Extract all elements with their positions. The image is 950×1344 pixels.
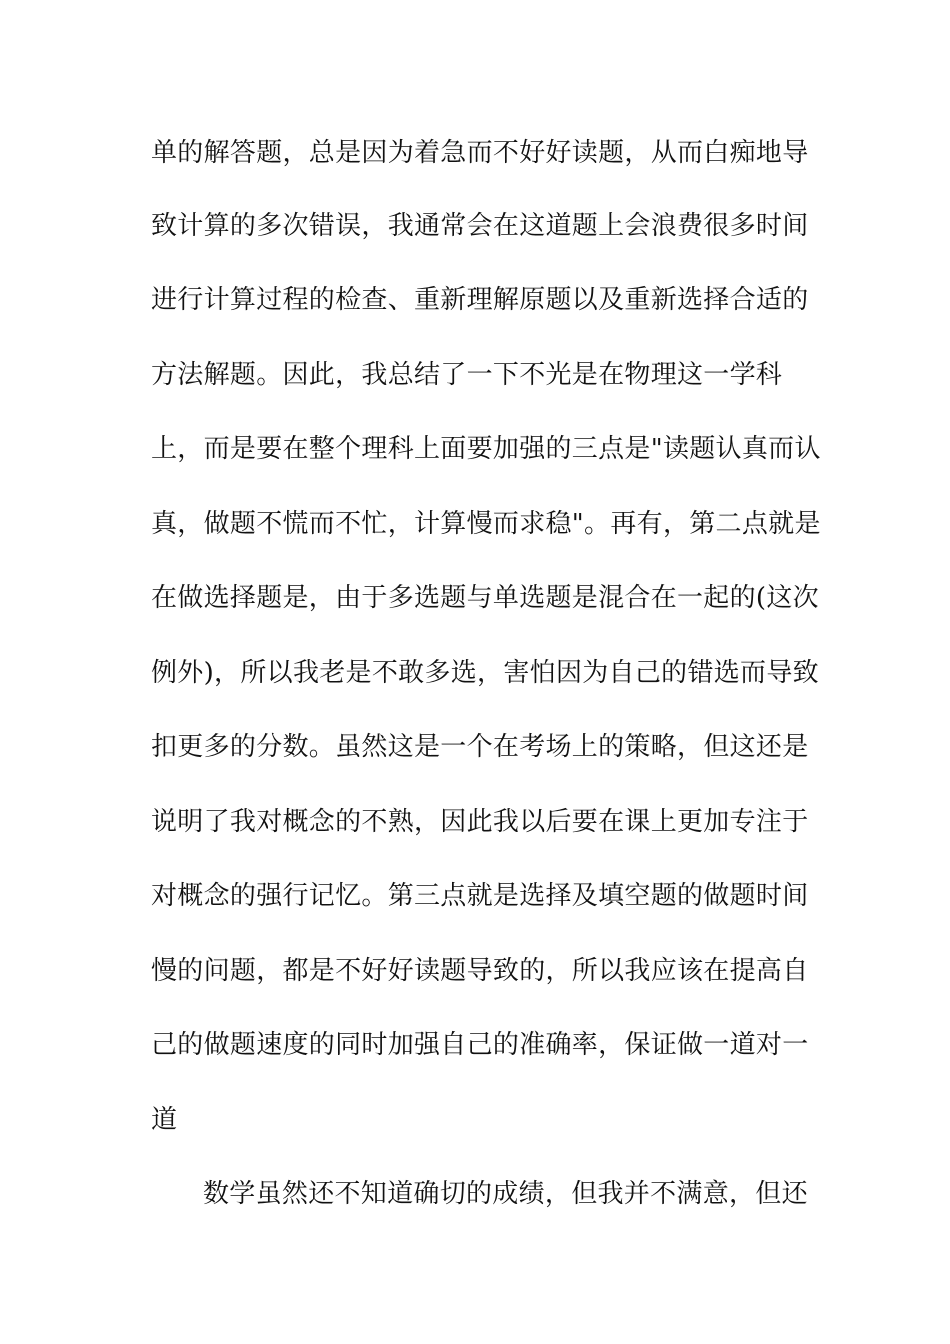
text-line: 说明了我对概念的不熟，因此我以后要在课上更加专注于 (151, 807, 809, 837)
text-line: 扣更多的分数。虽然这是一个在考场上的策略，但这还是 (151, 732, 809, 762)
text-line: 单的解答题，总是因为着急而不好好读题，从而白痴地导 (151, 138, 809, 168)
text-line: 进行计算过程的检查、重新理解原题以及重新选择合适的 (151, 285, 809, 315)
text-line: 道 (151, 1105, 178, 1135)
text-line: 真，做题不慌而不忙，计算慢而求稳"。再有，第二点就是 (151, 509, 821, 539)
text-line: 例外)，所以我老是不敢多选，害怕因为自己的错选而导致 (151, 658, 819, 688)
text-line: 对概念的强行记忆。第三点就是选择及填空题的做题时间 (151, 881, 809, 911)
text-line: 慢的问题，都是不好好读题导致的，所以我应该在提高自 (151, 956, 809, 986)
text-line: 在做选择题是，由于多选题与单选题是混合在一起的(这次 (151, 583, 819, 613)
text-line: 致计算的多次错误，我通常会在这道题上会浪费很多时间 (151, 211, 809, 241)
paragraph-start-line: 数学虽然还不知道确切的成绩，但我并不满意，但还 (203, 1179, 808, 1209)
text-line: 方法解题。因此，我总结了一下不光是在物理这一学科 (151, 360, 783, 390)
text-line: 己的做题速度的同时加强自己的准确率，保证做一道对一 (151, 1030, 809, 1060)
text-line: 上，而是要在整个理科上面要加强的三点是"读题认真而认 (151, 434, 821, 464)
